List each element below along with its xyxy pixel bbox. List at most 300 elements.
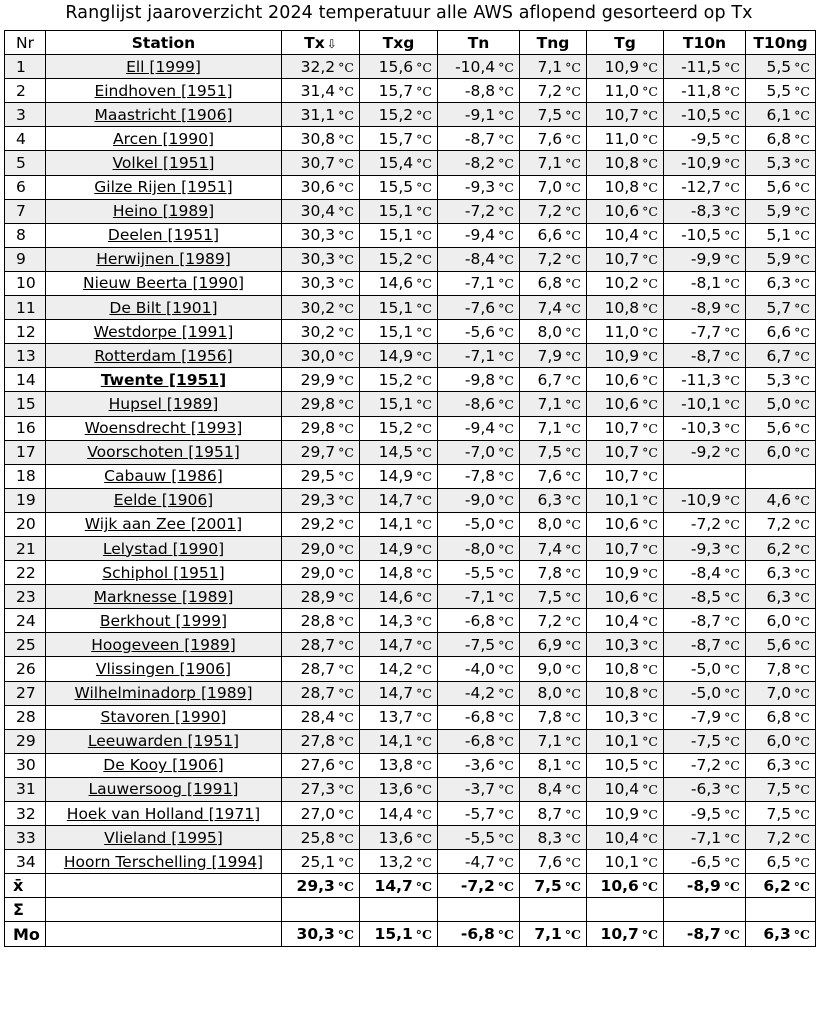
unit-label: °C (565, 565, 581, 581)
value: 5,9 (766, 250, 792, 269)
value: -8,5 (690, 587, 722, 606)
cell-tg (587, 609, 664, 633)
col-header-tx-label: Tx (304, 33, 325, 52)
value: 10,7 (604, 539, 640, 558)
cell-tg (587, 777, 664, 801)
unit-label: °C (565, 324, 581, 340)
unit-label: °C (497, 927, 514, 943)
unit-label: °C (794, 541, 810, 557)
col-header-tn[interactable]: Tn (438, 31, 520, 55)
unit-label: °C (642, 637, 658, 653)
unit-label: °C (794, 107, 810, 123)
unit-label: °C (416, 252, 432, 268)
value: 14,8 (378, 563, 414, 582)
table-row (5, 392, 816, 416)
value: -9,3 (690, 539, 722, 558)
col-header-t10ng[interactable]: T10ng (746, 31, 816, 55)
summary-label: Σ (5, 898, 46, 922)
unit-label: °C (794, 396, 810, 412)
table-row (5, 55, 816, 79)
cell-tg (587, 247, 664, 271)
cell-tn (438, 561, 520, 585)
value: -9,4 (464, 226, 496, 245)
station-link[interactable]: Marknesse [1989] (93, 587, 234, 606)
value: 10,8 (604, 298, 640, 317)
table-row (5, 705, 816, 729)
value: 15,2 (378, 250, 414, 269)
cell-t10n (664, 368, 746, 392)
station-link[interactable]: Herwijnen [1989] (96, 250, 231, 269)
col-header-t10n[interactable]: T10n (664, 31, 746, 55)
cell-tn (438, 922, 520, 946)
station-link[interactable]: Cabauw [1986] (104, 467, 223, 486)
unit-label: °C (565, 661, 581, 677)
station-link[interactable]: Eelde [1906] (113, 491, 214, 510)
unit-label: °C (498, 445, 514, 461)
unit-label: °C (565, 469, 581, 485)
cell-tg (587, 512, 664, 536)
unit-label: °C (724, 830, 740, 846)
cell-tg (587, 536, 664, 560)
cell-tng (520, 488, 587, 512)
cell-nr: 6 (5, 175, 46, 199)
station-link[interactable]: Eindhoven [1951] (94, 81, 233, 100)
unit-label: °C (724, 83, 740, 99)
unit-label: °C (416, 204, 432, 220)
station-link[interactable]: De Bilt [1901] (109, 298, 218, 317)
value: 15,1 (378, 226, 414, 245)
unit-label: °C (338, 637, 354, 653)
value: 7,8 (766, 659, 792, 678)
value: 14,7 (374, 876, 413, 895)
cell-tn (438, 609, 520, 633)
unit-label: °C (723, 927, 740, 943)
cell-nr: 10 (5, 271, 46, 295)
cell-tn (438, 729, 520, 753)
table-row (5, 802, 816, 826)
station-link[interactable]: Wijk aan Zee [2001] (84, 515, 243, 534)
value: 10,4 (604, 780, 640, 799)
cell-tg (587, 296, 664, 320)
cell-t10ng (746, 296, 816, 320)
value: 28,7 (300, 684, 336, 703)
table-row (5, 247, 816, 271)
station-link[interactable]: Hupsel [1989] (108, 394, 219, 413)
station-link[interactable]: Volkel [1951] (112, 154, 215, 173)
cell-station (46, 561, 282, 585)
cell-txg (360, 320, 438, 344)
value: 7,5 (537, 587, 563, 606)
value: 30,0 (300, 346, 336, 365)
value: 5,6 (766, 178, 792, 197)
cell-t10ng (746, 247, 816, 271)
col-header-tng[interactable]: Tng (520, 31, 587, 55)
cell-station (46, 271, 282, 295)
cell-station (46, 175, 282, 199)
value: 5,1 (766, 226, 792, 245)
value: 15,2 (378, 370, 414, 389)
cell-t10n (664, 729, 746, 753)
col-header-txg[interactable]: Txg (360, 31, 438, 55)
station-link[interactable]: Vlieland [1995] (104, 828, 223, 847)
cell-tng (520, 79, 587, 103)
unit-label: °C (498, 107, 514, 123)
unit-label: °C (416, 661, 432, 677)
value: -7,2 (690, 756, 722, 775)
unit-label: °C (338, 131, 354, 147)
value: 14,2 (378, 659, 414, 678)
value: 30,3 (296, 925, 335, 944)
col-header-tx[interactable] (282, 31, 360, 55)
unit-label: °C (338, 758, 354, 774)
cell-t10ng (746, 223, 816, 247)
value: 7,1 (537, 419, 563, 438)
cell-tn (438, 199, 520, 223)
cell-tg (587, 874, 664, 898)
value: -8,8 (464, 81, 496, 100)
station-link[interactable]: Nieuw Beerta [1990] (83, 274, 244, 293)
cell-tn (438, 464, 520, 488)
value: 6,7 (537, 370, 563, 389)
unit-label: °C (498, 131, 514, 147)
cell-t10n (664, 440, 746, 464)
station-link[interactable]: Stavoren [1990] (100, 708, 227, 727)
value: 28,7 (300, 659, 336, 678)
summary-label: Mo (5, 922, 46, 946)
cell-tx (282, 464, 360, 488)
cell-nr: 26 (5, 657, 46, 681)
cell-t10n (664, 271, 746, 295)
value: -12,7 (681, 178, 722, 197)
station-link[interactable]: Hoogeveen [1989] (91, 635, 236, 654)
cell-tng (520, 175, 587, 199)
cell-t10n (664, 633, 746, 657)
unit-label: °C (794, 83, 810, 99)
station-link[interactable]: Heino [1989] (112, 202, 215, 221)
table-row (5, 585, 816, 609)
cell-tn (438, 151, 520, 175)
cell-t10ng (746, 392, 816, 416)
unit-label: °C (565, 83, 581, 99)
unit-label: °C (794, 830, 810, 846)
cell-tx (282, 850, 360, 874)
unit-label: °C (338, 613, 354, 629)
value: -8,9 (686, 876, 721, 895)
station-link[interactable]: Hoek van Holland [1971] (66, 804, 261, 823)
value: -9,0 (464, 491, 496, 510)
value: 15,7 (378, 81, 414, 100)
cell-t10n (664, 657, 746, 681)
station-link[interactable]: Voorschoten [1951] (87, 443, 240, 462)
cell-t10ng (746, 488, 816, 512)
unit-label: °C (565, 493, 581, 509)
value: 31,4 (300, 81, 336, 100)
value: 25,8 (300, 828, 336, 847)
value: -5,0 (690, 659, 722, 678)
value: 30,6 (300, 178, 336, 197)
cell-tx (282, 271, 360, 295)
cell-tn (438, 368, 520, 392)
unit-label: °C (498, 806, 514, 822)
unit-label: °C (642, 541, 658, 557)
value: 8,0 (537, 684, 563, 703)
cell-tng (520, 440, 587, 464)
unit-label: °C (794, 758, 810, 774)
value: 29,3 (300, 491, 336, 510)
cell-tn (438, 416, 520, 440)
station-link[interactable]: Westdorpe [1991] (93, 322, 234, 341)
sort-descending-icon: ⇩ (326, 36, 337, 51)
cell-station (46, 416, 282, 440)
unit-label: °C (724, 252, 740, 268)
value: -7,2 (460, 876, 495, 895)
cell-tg (587, 826, 664, 850)
cell-tn (438, 850, 520, 874)
cell-txg (360, 103, 438, 127)
station-link[interactable]: Arcen [1990] (113, 129, 214, 148)
value: 10,3 (604, 708, 640, 727)
value: 8,1 (537, 756, 563, 775)
value: -9,4 (464, 419, 496, 438)
unit-label: °C (724, 156, 740, 172)
unit-label: °C (498, 661, 514, 677)
cell-t10ng (746, 416, 816, 440)
table-row (5, 826, 816, 850)
station-link[interactable]: Ell [1999] (126, 57, 201, 76)
cell-tn (438, 633, 520, 657)
unit-label: °C (338, 661, 354, 677)
cell-tx (282, 79, 360, 103)
station-link[interactable]: Berkhout [1999] (99, 611, 228, 630)
table-row (5, 657, 816, 681)
unit-label: °C (415, 878, 432, 894)
value: -10,1 (681, 394, 722, 413)
value: -5,6 (464, 322, 496, 341)
value: 10,8 (604, 659, 640, 678)
unit-label: °C (498, 204, 514, 220)
unit-label: °C (724, 806, 740, 822)
unit-label: °C (416, 734, 432, 750)
station-link[interactable]: Deelen [1951] (107, 226, 220, 245)
cell-nr: 11 (5, 296, 46, 320)
station-link[interactable]: Leeuwarden [1951] (87, 732, 240, 751)
cell-tx (282, 223, 360, 247)
unit-label: °C (416, 830, 432, 846)
unit-label: °C (724, 565, 740, 581)
value: -6,5 (690, 852, 722, 871)
station-link[interactable]: Hoorn Terschelling [1994] (63, 852, 264, 871)
cell-station (46, 753, 282, 777)
station-link[interactable]: Lelystad [1990] (102, 539, 225, 558)
cell-tng (520, 898, 587, 922)
value: 14,9 (378, 539, 414, 558)
cell-station (46, 874, 282, 898)
table-row (5, 103, 816, 127)
cell-t10n (664, 127, 746, 151)
unit-label: °C (724, 782, 740, 798)
col-header-nr[interactable]: Nr (5, 31, 46, 55)
unit-label: °C (497, 878, 514, 894)
value: 7,1 (537, 57, 563, 76)
cell-tn (438, 320, 520, 344)
cell-tx (282, 440, 360, 464)
unit-label: °C (724, 758, 740, 774)
unit-label: °C (498, 517, 514, 533)
cell-tng (520, 416, 587, 440)
cell-t10n (664, 898, 746, 922)
station-link[interactable]: Rotterdam [1956] (94, 346, 233, 365)
value: -8,6 (464, 394, 496, 413)
unit-label: °C (338, 228, 354, 244)
unit-label: °C (724, 180, 740, 196)
cell-tng (520, 802, 587, 826)
value: 6,8 (766, 129, 792, 148)
unit-label: °C (498, 372, 514, 388)
unit-label: °C (416, 686, 432, 702)
cell-t10ng (746, 440, 816, 464)
cell-tx (282, 488, 360, 512)
cell-tx (282, 802, 360, 826)
value: 6,6 (766, 322, 792, 341)
cell-t10n (664, 55, 746, 79)
cell-tg (587, 464, 664, 488)
unit-label: °C (416, 348, 432, 364)
unit-label: °C (565, 806, 581, 822)
value: 29,5 (300, 467, 336, 486)
value: 30,8 (300, 129, 336, 148)
cell-tx (282, 536, 360, 560)
cell-station (46, 633, 282, 657)
unit-label: °C (565, 541, 581, 557)
value: 15,2 (378, 105, 414, 124)
unit-label: °C (565, 782, 581, 798)
cell-t10ng (746, 344, 816, 368)
unit-label: °C (498, 686, 514, 702)
col-header-tg[interactable]: Tg (587, 31, 664, 55)
unit-label: °C (498, 228, 514, 244)
unit-label: °C (723, 878, 740, 894)
unit-label: °C (416, 517, 432, 533)
unit-label: °C (724, 228, 740, 244)
unit-label: °C (498, 637, 514, 653)
value: 7,2 (766, 828, 792, 847)
value: 30,4 (300, 202, 336, 221)
value: 10,8 (604, 178, 640, 197)
station-link[interactable]: Woensdrecht [1993] (84, 419, 243, 438)
summary-row (5, 922, 816, 946)
station-link[interactable]: Wilhelminadorp [1989] (74, 684, 253, 703)
unit-label: °C (642, 107, 658, 123)
cell-tg (587, 151, 664, 175)
station-link[interactable]: Maastricht [1906] (94, 105, 233, 124)
value: -6,8 (464, 732, 496, 751)
value: 27,6 (300, 756, 336, 775)
unit-label: °C (565, 613, 581, 629)
value: 14,7 (378, 491, 414, 510)
value: 13,2 (378, 852, 414, 871)
col-header-station[interactable]: Station (46, 31, 282, 55)
value: 5,6 (766, 419, 792, 438)
cell-txg (360, 753, 438, 777)
cell-t10n (664, 753, 746, 777)
summary-row (5, 898, 816, 922)
value: -9,5 (690, 804, 722, 823)
value: 6,3 (537, 491, 563, 510)
value: -8,7 (686, 925, 721, 944)
station-link[interactable]: Twente [1951] (100, 370, 227, 389)
cell-tn (438, 536, 520, 560)
table-row (5, 296, 816, 320)
unit-label: °C (794, 252, 810, 268)
cell-tn (438, 826, 520, 850)
unit-label: °C (724, 107, 740, 123)
cell-txg (360, 416, 438, 440)
cell-station (46, 320, 282, 344)
cell-t10n (664, 392, 746, 416)
unit-label: °C (498, 276, 514, 292)
unit-label: °C (564, 878, 581, 894)
value: -3,7 (464, 780, 496, 799)
unit-label: °C (565, 131, 581, 147)
value: 7,2 (537, 81, 563, 100)
unit-label: °C (338, 156, 354, 172)
unit-label: °C (642, 565, 658, 581)
cell-tg (587, 681, 664, 705)
value: -5,0 (464, 515, 496, 534)
station-link[interactable]: Schiphol [1951] (102, 563, 225, 582)
unit-label: °C (794, 637, 810, 653)
unit-label: °C (642, 469, 658, 485)
unit-label: °C (565, 252, 581, 268)
unit-label: °C (724, 661, 740, 677)
unit-label: °C (498, 300, 514, 316)
station-link[interactable]: Lauwersoog [1991] (88, 780, 239, 799)
unit-label: °C (724, 854, 740, 870)
value: -7,5 (464, 635, 496, 654)
unit-label: °C (565, 710, 581, 726)
unit-label: °C (565, 517, 581, 533)
unit-label: °C (498, 710, 514, 726)
station-link[interactable]: De Kooy [1906] (103, 756, 224, 775)
value: -5,5 (464, 563, 496, 582)
value: 10,6 (600, 876, 639, 895)
value: 14,4 (378, 804, 414, 823)
cell-nr: 4 (5, 127, 46, 151)
value: 29,9 (300, 370, 336, 389)
cell-nr: 14 (5, 368, 46, 392)
unit-label: °C (416, 806, 432, 822)
cell-station (46, 705, 282, 729)
unit-label: °C (642, 710, 658, 726)
unit-label: °C (642, 758, 658, 774)
cell-txg (360, 79, 438, 103)
table-row (5, 127, 816, 151)
cell-tx (282, 753, 360, 777)
cell-station (46, 681, 282, 705)
cell-tng (520, 199, 587, 223)
unit-label: °C (338, 300, 354, 316)
cell-txg (360, 609, 438, 633)
ranking-table (4, 30, 816, 947)
station-link[interactable]: Vlissingen [1906] (95, 659, 232, 678)
value: 15,1 (378, 298, 414, 317)
station-link[interactable]: Gilze Rijen [1951] (94, 178, 233, 197)
unit-label: °C (794, 59, 810, 75)
unit-label: °C (794, 180, 810, 196)
value: 10,7 (604, 467, 640, 486)
value: 10,9 (604, 804, 640, 823)
cell-t10n (664, 512, 746, 536)
